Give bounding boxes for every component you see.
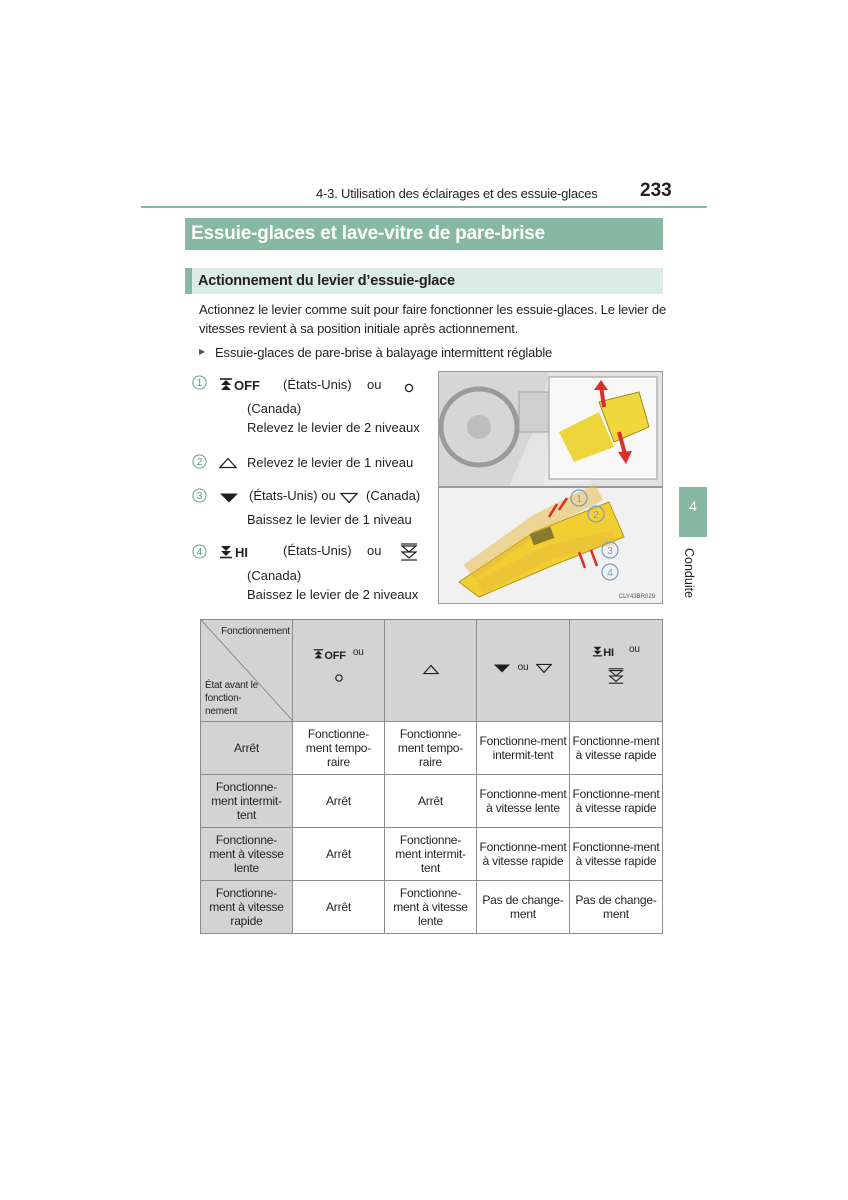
wiper-off-icon bbox=[313, 649, 324, 660]
table-cell: Fonctionne-ment à vitesse lente bbox=[385, 881, 477, 934]
table-row bbox=[201, 828, 663, 881]
table-cell: Arrêt bbox=[293, 881, 385, 934]
table-corner-cell bbox=[201, 620, 293, 722]
chapter-tab-number: 4 bbox=[689, 498, 697, 514]
wiper-down-outline-icon bbox=[535, 663, 553, 674]
step-3-region-a: (États-Unis) ou bbox=[249, 488, 336, 503]
row-label: Arrêt bbox=[201, 722, 293, 775]
wiper-hi-icon bbox=[592, 646, 603, 657]
chapter-tab-label: Conduite bbox=[682, 548, 696, 599]
table-cell: Fonctionne-ment tempo-raire bbox=[385, 722, 477, 775]
subheading: Actionnement du levier d’essuie-glace bbox=[198, 273, 455, 289]
wiper-up-outline-icon bbox=[218, 456, 238, 474]
step-1-action: Relevez le levier de 2 niveaux bbox=[247, 420, 420, 435]
col-header-down bbox=[477, 620, 570, 722]
step-4-or: ou bbox=[367, 543, 382, 558]
wiper-off-circle-icon bbox=[404, 380, 414, 398]
table-cell: Fonctionne-ment à vitesse rapide bbox=[477, 828, 570, 881]
step-4-region-b: (Canada) bbox=[247, 568, 302, 583]
step-1-region-b: (Canada) bbox=[247, 401, 302, 416]
svg-text:1: 1 bbox=[576, 494, 582, 505]
table-cell: Fonctionne-ment à vitesse lente bbox=[477, 775, 570, 828]
subheading-marker bbox=[185, 268, 192, 294]
wiper-hi-outline-icon bbox=[399, 542, 419, 567]
wiper-hi-outline-icon bbox=[607, 667, 625, 685]
corner-top-label: Fonctionnement bbox=[221, 626, 290, 637]
row-label: Fonctionne-ment à vitesse lente bbox=[201, 828, 293, 881]
col-header-hi bbox=[570, 620, 663, 722]
table-cell: Arrêt bbox=[293, 775, 385, 828]
step-1-symbol: OFF bbox=[234, 378, 260, 393]
table-cell: Fonctionne-ment à vitesse rapide bbox=[570, 828, 663, 881]
svg-text:2: 2 bbox=[593, 510, 599, 521]
wiper-off-icon bbox=[219, 378, 233, 397]
page-number: 233 bbox=[640, 180, 672, 201]
step-3-region-b: (Canada) bbox=[366, 488, 421, 503]
svg-text:3: 3 bbox=[607, 546, 613, 557]
table-row bbox=[201, 775, 663, 828]
table-row bbox=[201, 722, 663, 775]
illustration-code: CLY43BR029 bbox=[618, 594, 655, 600]
step-4-number bbox=[192, 544, 207, 562]
step-3-number bbox=[192, 488, 207, 506]
col-header-hi-or: ou bbox=[629, 644, 640, 655]
wiper-lever-illustration bbox=[438, 371, 663, 604]
wiper-down-solid-icon bbox=[219, 491, 239, 509]
chapter-tab-label-wrap bbox=[672, 548, 712, 608]
header-rule bbox=[141, 206, 707, 208]
table-cell: Pas de change-ment bbox=[477, 881, 570, 934]
step-3-action: Baissez le levier de 1 niveau bbox=[247, 512, 412, 527]
svg-text:4: 4 bbox=[607, 568, 613, 579]
svg-text:1: 1 bbox=[196, 378, 203, 389]
step-4-action: Baissez le levier de 2 niveaux bbox=[247, 587, 419, 602]
col-header-hi-symbol: HI bbox=[603, 647, 614, 659]
col-header-down-or: ou bbox=[517, 661, 529, 673]
col-header-up bbox=[385, 620, 477, 722]
step-2-action: Relevez le levier de 1 niveau bbox=[247, 455, 414, 470]
col-header-off-or: ou bbox=[352, 646, 364, 658]
table-row bbox=[201, 881, 663, 934]
wiper-operation-table bbox=[200, 619, 663, 934]
wiper-down-outline-icon bbox=[339, 491, 359, 509]
table-header-row bbox=[201, 620, 663, 722]
table-cell: Fonctionne-ment à vitesse rapide bbox=[570, 775, 663, 828]
table-cell: Pas de change-ment bbox=[570, 881, 663, 934]
svg-text:2: 2 bbox=[196, 457, 203, 468]
bullet-text: Essuie-glaces de pare-brise à balayage intermittent réglable bbox=[215, 345, 553, 360]
col-header-off bbox=[293, 620, 385, 722]
wiper-hi-icon bbox=[219, 545, 233, 564]
row-label: Fonctionne-ment à vitesse rapide bbox=[201, 881, 293, 934]
step-1-number bbox=[192, 375, 207, 393]
bullet-triangle-icon: ▶ bbox=[199, 347, 206, 356]
svg-text:3: 3 bbox=[196, 491, 203, 502]
table-cell: Fonctionne-ment à vitesse rapide bbox=[570, 722, 663, 775]
wiper-up-outline-icon bbox=[422, 664, 440, 675]
step-4-symbol: HI bbox=[235, 545, 248, 560]
table-cell: Fonctionne-ment intermit-tent bbox=[385, 828, 477, 881]
running-header: 4-3. Utilisation des éclairages et des essuie-glaces bbox=[316, 186, 598, 201]
step-1-or: ou bbox=[367, 377, 382, 392]
row-label: Fonctionne-ment intermit-tent bbox=[201, 775, 293, 828]
wiper-off-circle-icon bbox=[334, 673, 344, 683]
table-cell: Arrêt bbox=[385, 775, 477, 828]
section-title: Essuie-glaces et lave-vitre de pare-brise bbox=[191, 223, 546, 244]
intro-paragraph: Actionnez le levier comme suit pour faire fonctionner les essuie-glaces. Le levier de vitesses revient à sa position initiale après actionnement. bbox=[199, 302, 667, 336]
svg-text:4: 4 bbox=[196, 547, 203, 558]
col-header-off-symbol: OFF bbox=[324, 649, 346, 662]
step-4-region-a: (États-Unis) bbox=[283, 543, 352, 558]
table-cell: Arrêt bbox=[293, 828, 385, 881]
step-1-region-a: (États-Unis) bbox=[283, 377, 352, 392]
table-cell: Fonctionne-ment intermit-tent bbox=[477, 722, 570, 775]
wiper-down-solid-icon bbox=[493, 663, 511, 674]
corner-bottom-label: État avant le fonction-nement bbox=[205, 680, 258, 717]
table-cell: Fonctionne-ment tempo-raire bbox=[293, 722, 385, 775]
step-2-number bbox=[192, 454, 207, 472]
